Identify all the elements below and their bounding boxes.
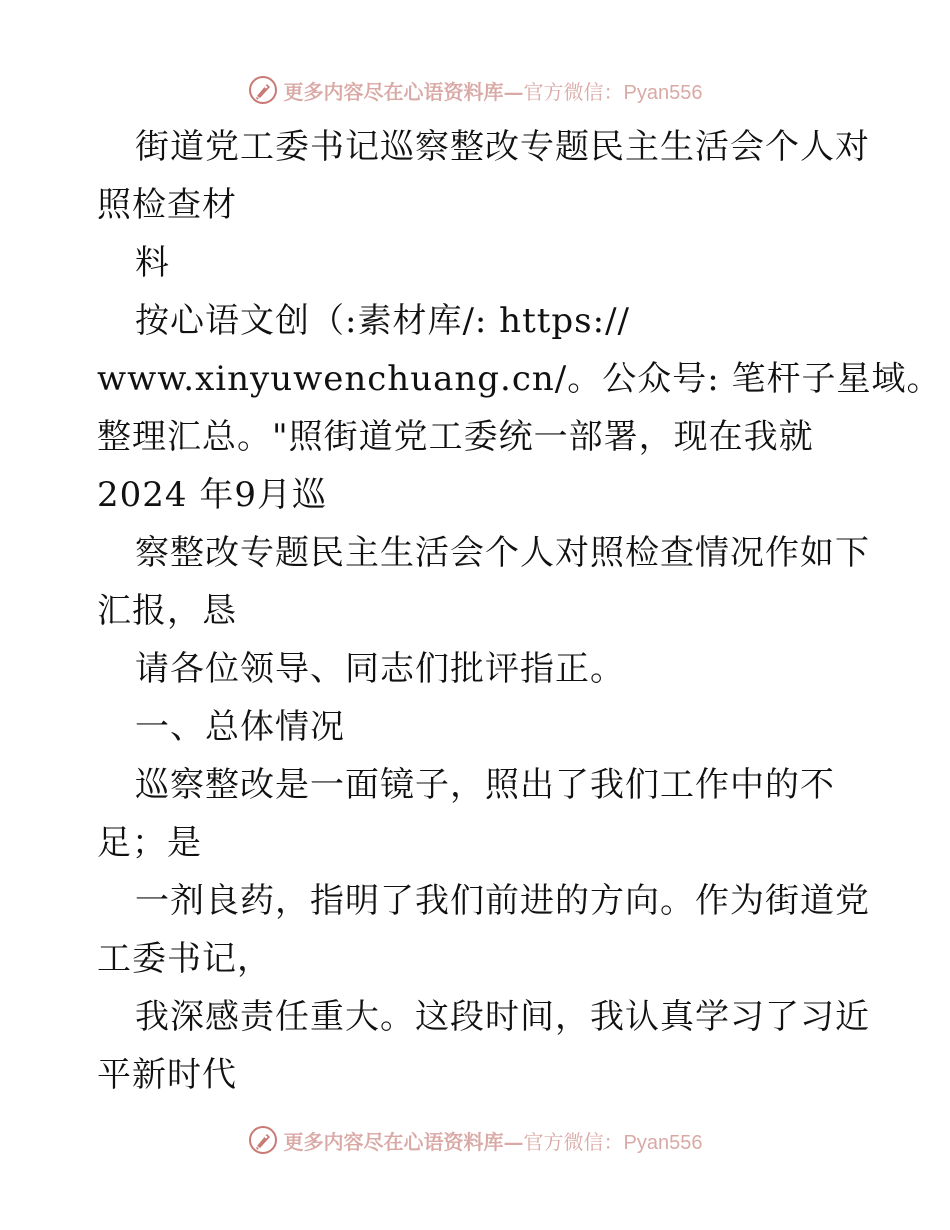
text-line: 请各位领导、同志们批评指正。 bbox=[135, 649, 625, 689]
header-banner bbox=[248, 75, 703, 105]
text-line: www.xinyuwenchuang.cn/。公众号: 笔杆子星域。 bbox=[97, 359, 942, 399]
text-line: 一、总体情况 bbox=[135, 707, 345, 747]
text-line: 巡察整改是一面镜子，照出了我们工作中的不 bbox=[135, 765, 835, 805]
header-banner-separator: — bbox=[503, 79, 524, 104]
footer-banner-separator: — bbox=[503, 1129, 524, 1154]
text-line: 平新时代 bbox=[97, 1055, 237, 1095]
page-header bbox=[0, 70, 950, 110]
text-line: 料 bbox=[135, 243, 170, 283]
footer-banner bbox=[248, 1125, 703, 1155]
header-banner-main: 更多内容尽在心语资料库 bbox=[283, 79, 504, 104]
text-line: 我深感责任重大。这段时间，我认真学习了习近 bbox=[135, 997, 870, 1037]
header-banner-text bbox=[284, 76, 703, 105]
text-line: 2024 年9月巡 bbox=[97, 475, 327, 515]
header-banner-wechat: 官方微信：Pyan556 bbox=[523, 81, 703, 104]
footer-banner-wechat: 官方微信：Pyan556 bbox=[523, 1131, 703, 1154]
text-line: 足；是 bbox=[97, 823, 202, 863]
footer-banner-text bbox=[284, 1126, 703, 1155]
pen-nib-logo-icon bbox=[248, 75, 278, 105]
document-body bbox=[97, 118, 942, 1104]
footer-banner-main: 更多内容尽在心语资料库 bbox=[283, 1129, 504, 1154]
text-line: 整理汇总。"照街道党工委统一部署，现在我就 bbox=[97, 417, 814, 457]
text-line: 街道党工委书记巡察整改专题民主生活会个人对 bbox=[135, 127, 870, 167]
text-line: 工委书记， bbox=[97, 939, 272, 979]
text-line: 照检查材 bbox=[97, 185, 237, 225]
text-line: 察整改专题民主生活会个人对照检查情况作如下 bbox=[135, 533, 870, 573]
text-line: 按心语文创（:素材库/: https:// bbox=[135, 301, 630, 341]
text-line: 一剂良药，指明了我们前进的方向。作为街道党 bbox=[135, 881, 870, 921]
page-footer bbox=[0, 1120, 950, 1160]
text-line: 汇报，恳 bbox=[97, 591, 237, 631]
pen-nib-logo-icon bbox=[248, 1125, 278, 1155]
